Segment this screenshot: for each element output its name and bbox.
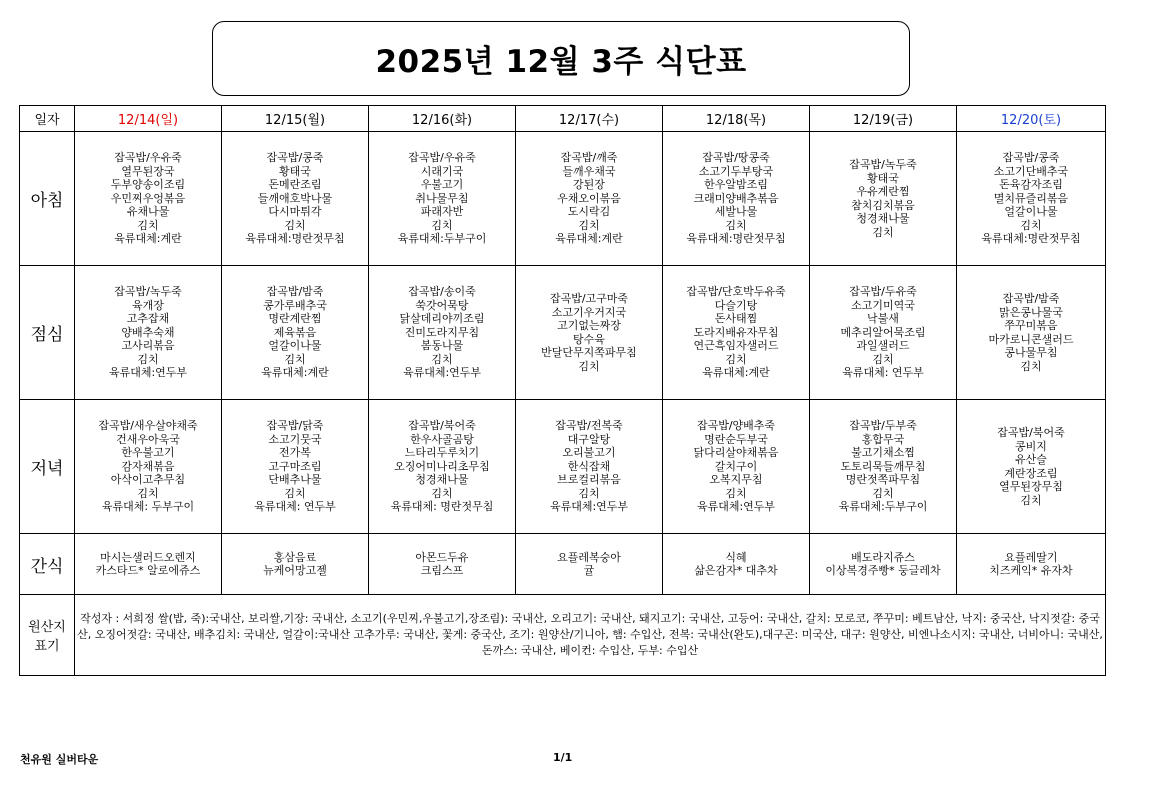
- menu-item: 홍삼음료: [273, 550, 317, 564]
- menu-item: 메추리알어묵조림: [840, 325, 926, 339]
- menu-item: 김치: [431, 352, 453, 366]
- menu-item: 잡곡밥/우유죽: [408, 151, 476, 165]
- menu-cell: [369, 132, 516, 266]
- title-box: [212, 21, 910, 96]
- date-header-2: 12/16(화): [369, 106, 516, 132]
- menu-item: 연근흑임자샐러드: [693, 339, 779, 353]
- menu-cell: [222, 400, 369, 534]
- menu-item: 김치: [137, 486, 159, 500]
- menu-item: 김치: [137, 218, 159, 232]
- menu-item: 치즈케익* 유자차: [989, 564, 1073, 577]
- date-header-4: 12/18(목): [663, 106, 810, 132]
- menu-item: 크래미양배추볶음: [693, 191, 779, 205]
- menu-item: 김치: [725, 486, 747, 500]
- menu-item: 김치: [431, 486, 453, 500]
- menu-item: 열무된장국: [121, 164, 175, 178]
- date-header-0: 12/14(일): [75, 106, 222, 132]
- menu-cell: [810, 534, 957, 595]
- menu-item: 다슬기탕: [714, 298, 758, 312]
- menu-item: 육류대체:연두부: [108, 366, 188, 380]
- menu-item: 청경채나물: [856, 212, 910, 225]
- menu-item: 잡곡밥/전복죽: [555, 419, 623, 433]
- page-title: 2025년 12월 3주 식단표: [375, 44, 747, 80]
- menu-item: 한식잡채: [567, 459, 611, 473]
- lunch-label: 점심: [20, 266, 75, 400]
- menu-item: 배도라지쥬스: [851, 550, 915, 564]
- menu-item: 잡곡밥/북어죽: [408, 419, 476, 433]
- menu-item: 강된장: [573, 178, 605, 192]
- menu-cell: [75, 400, 222, 534]
- menu-cell: [369, 266, 516, 400]
- menu-item: 맑은콩나물국: [999, 305, 1063, 319]
- menu-item: 탕수육: [573, 332, 605, 346]
- menu-item: 김치: [1020, 359, 1042, 373]
- menu-cell: [516, 534, 663, 595]
- menu-item: 도시락김: [567, 205, 611, 219]
- origin-row: [20, 595, 1106, 676]
- menu-item: 잡곡밥/녹두죽: [114, 285, 182, 299]
- menu-item: 돈메란조림: [268, 178, 322, 192]
- menu-item: 잡곡밥/새우살야채죽: [98, 419, 198, 433]
- menu-item: 육류대체:계란: [261, 366, 329, 380]
- menu-item: 명란계란찜: [268, 312, 322, 326]
- meal-plan-table: [19, 105, 1106, 676]
- menu-item: 참치김치볶음: [851, 198, 915, 212]
- date-header-3: 12/17(수): [516, 106, 663, 132]
- menu-item: 오징어미나리초무침: [394, 459, 490, 473]
- menu-item: 콩가루배추국: [263, 298, 327, 312]
- menu-item: 김치: [578, 218, 600, 232]
- menu-item: 김치: [284, 352, 306, 366]
- origin-text: 작성자 : 서희정 쌀(밥, 죽):국내산, 보리쌀,기장: 국내산, 소고기(우민찌,우불고기,장조림): 국내산, 오리고기: 국내산, 돼지고기: 국내산, 고등어: 국내산, 갈치: 모로코, 쭈꾸미: 베트남산, 낙지: 중국산, 낙지젓갈: 중국산, 오징어젓갈: 국내산, 배추김치: 국내산, 얼갈이:국내산 고추가루: 국내산, 꽃게: 중국산, 조기: 원양산/기니아, 햄: 수입산, 전복: 국내산(완도),대구곤: 미국산, 대구: 원양산, 비엔나소시지: 국내산, 너비아니: 국내산, 돈까스: 국내산, 베이컨: 수입산, 두부: 수입산: [75, 595, 1106, 676]
- menu-item: 도라지배유자무침: [693, 325, 779, 339]
- menu-item: 소고기미역국: [851, 298, 915, 312]
- menu-item: 취나물무침: [415, 191, 469, 205]
- menu-item: 육개장: [132, 298, 164, 312]
- menu-item: 브로컬리볶음: [557, 473, 621, 487]
- menu-item: 육류대체: 연두부: [254, 500, 336, 514]
- menu-item: 카스타드* 알로에쥬스: [95, 564, 201, 577]
- menu-cell: [75, 266, 222, 400]
- menu-item: 시래기국: [420, 164, 464, 178]
- menu-cell: [663, 400, 810, 534]
- menu-item: 명란순두부국: [704, 432, 768, 446]
- menu-item: 반달단무지쪽파무침: [541, 346, 637, 359]
- menu-item: 육류대체:두부구이: [838, 500, 928, 514]
- menu-item: 유산슬: [1015, 453, 1047, 466]
- menu-item: 감자채볶음: [121, 459, 175, 473]
- menu-item: 마카로니콘샐러드: [988, 332, 1074, 346]
- menu-item: 다시마튀각: [268, 205, 322, 219]
- menu-item: 잡곡밥/밤죽: [266, 285, 324, 299]
- menu-item: 육류대체:계란: [555, 232, 623, 246]
- menu-item: 우채오이볶음: [557, 191, 621, 205]
- menu-item: 육류대체:명란젓무침: [245, 232, 345, 246]
- date-header-6: 12/20(토): [957, 106, 1106, 132]
- menu-cell: [222, 534, 369, 595]
- menu-cell: [810, 266, 957, 400]
- menu-item: 잡곡밥/닭죽: [266, 419, 324, 433]
- menu-item: 잡곡밥/녹두죽: [849, 158, 917, 171]
- menu-item: 육류대체:명란젓무침: [981, 232, 1081, 246]
- menu-item: 파래자반: [420, 205, 464, 219]
- menu-item: 이상복경주빵* 둥글레차: [825, 564, 941, 577]
- menu-item: 김치: [872, 352, 894, 366]
- menu-item: 잡곡밥/깨죽: [560, 151, 618, 165]
- menu-cell: [663, 534, 810, 595]
- menu-item: 육류대체:계란: [114, 232, 182, 246]
- menu-item: 우불고기: [420, 178, 464, 192]
- menu-item: 콩나물무침: [1004, 346, 1058, 359]
- menu-item: 육류대체: 두부구이: [101, 500, 195, 514]
- menu-cell: [516, 266, 663, 400]
- menu-item: 잡곡밥/송이죽: [408, 285, 476, 299]
- menu-item: 얼갈이나물: [1004, 205, 1058, 219]
- menu-item: 김치: [431, 218, 453, 232]
- menu-item: 소고기우거지국: [551, 305, 627, 319]
- menu-item: 식혜: [725, 550, 747, 564]
- menu-item: 소고기두부탕국: [698, 164, 774, 178]
- menu-item: 고구마조림: [268, 459, 322, 473]
- menu-cell: [663, 132, 810, 266]
- origin-label: 원산지 표기: [20, 595, 75, 676]
- menu-item: 김치: [137, 352, 159, 366]
- date-header-1: 12/15(월): [222, 106, 369, 132]
- menu-item: 오복지무침: [709, 473, 763, 487]
- menu-cell: [516, 132, 663, 266]
- menu-item: 콩비지: [1015, 439, 1047, 453]
- menu-cell: [222, 132, 369, 266]
- menu-item: 잡곡밥/두부죽: [849, 419, 917, 433]
- menu-item: 육류대체:두부구이: [397, 232, 487, 246]
- menu-cell: [957, 534, 1106, 595]
- menu-item: 멸치뮤즐리볶음: [993, 191, 1069, 205]
- menu-cell: [516, 400, 663, 534]
- menu-item: 명란젓쪽파무침: [845, 473, 921, 487]
- menu-item: 진미도라지무침: [404, 325, 480, 339]
- corner-label: 일자: [20, 106, 75, 132]
- menu-item: 불고기채소찜: [851, 446, 915, 460]
- menu-item: 황태국: [279, 164, 311, 178]
- menu-item: 소고기뭇국: [268, 432, 322, 446]
- menu-item: 김치: [872, 486, 894, 500]
- menu-item: 유채나물: [126, 205, 170, 219]
- date-header-5: 12/19(금): [810, 106, 957, 132]
- menu-item: 우유계란찜: [856, 185, 910, 198]
- menu-item: 닭살데리야끼조림: [399, 312, 485, 326]
- breakfast-label: 아침: [20, 132, 75, 266]
- menu-item: 고추잡채: [126, 312, 170, 326]
- menu-item: 육류대체:계란: [702, 366, 770, 380]
- menu-item: 세발나물: [714, 205, 758, 219]
- menu-cell: [663, 266, 810, 400]
- menu-item: 황태국: [867, 171, 899, 185]
- dinner-row: [20, 400, 1106, 534]
- menu-item: 뉴케어망고젤: [263, 564, 327, 577]
- menu-item: 들깨애호박나물: [257, 191, 333, 205]
- menu-cell: [810, 132, 957, 266]
- menu-item: 한우알밤조림: [704, 178, 768, 192]
- menu-item: 육류대체: 명란젓무침: [390, 500, 494, 514]
- menu-cell: [369, 534, 516, 595]
- menu-item: 요플레복숭아: [557, 550, 621, 564]
- menu-cell: [75, 132, 222, 266]
- menu-item: 전가복: [279, 446, 311, 460]
- menu-item: 양배추숙채: [121, 325, 175, 339]
- menu-item: 잡곡밥/콩죽: [266, 151, 324, 165]
- menu-item: 김치: [284, 486, 306, 500]
- menu-item: 육류대체:연두부: [402, 366, 482, 380]
- menu-item: 한우불고기: [121, 446, 175, 460]
- menu-item: 도토리묵들깨무침: [840, 459, 926, 473]
- menu-item: 얼갈이나물: [268, 339, 322, 353]
- menu-item: 육류대체: 연두부: [842, 366, 924, 380]
- menu-item: 단배추나물: [268, 473, 322, 487]
- menu-item: 한우사골곰탕: [410, 432, 474, 446]
- menu-item: 김치: [725, 218, 747, 232]
- menu-item: 닭다리살야채볶음: [693, 446, 779, 460]
- snack-row: [20, 534, 1106, 595]
- menu-item: 잡곡밥/양배추죽: [696, 419, 776, 433]
- menu-item: 크림스프: [420, 564, 464, 577]
- menu-item: 낙불새: [867, 312, 899, 326]
- menu-item: 잡곡밥/우유죽: [114, 151, 182, 165]
- menu-cell: [957, 266, 1106, 400]
- menu-item: 요플레딸기: [1004, 550, 1058, 564]
- menu-cell: [810, 400, 957, 534]
- menu-cell: [957, 400, 1106, 534]
- menu-item: 두부양송이조림: [110, 178, 186, 192]
- menu-item: 고사리볶음: [121, 339, 175, 353]
- menu-item: 제육볶음: [273, 325, 317, 339]
- menu-item: 과일샐러드: [856, 339, 910, 353]
- menu-item: 돈육감자조림: [999, 178, 1063, 192]
- menu-item: 잡곡밥/고구마죽: [549, 292, 629, 305]
- menu-item: 김치: [284, 218, 306, 232]
- menu-item: 육류대체:연두부: [696, 500, 776, 514]
- menu-item: 고기없는짜장: [557, 319, 621, 332]
- menu-item: 우민찌우엉볶음: [110, 191, 186, 205]
- menu-item: 잡곡밥/콩죽: [1002, 151, 1060, 165]
- menu-item: 귤: [583, 564, 595, 577]
- menu-cell: [222, 266, 369, 400]
- menu-item: 청경채나물: [415, 473, 469, 487]
- date-header-row: [20, 106, 1106, 132]
- menu-item: 오리불고기: [562, 446, 616, 460]
- menu-item: 소고기단배추국: [993, 164, 1069, 178]
- menu-item: 건새우아욱국: [116, 432, 180, 446]
- menu-item: 육류대체:연두부: [549, 500, 629, 514]
- menu-item: 갈치구이: [714, 459, 758, 473]
- menu-item: 삶은감자* 대추차: [694, 564, 778, 577]
- menu-item: 아몬드두유: [415, 550, 469, 564]
- menu-item: 김치: [578, 359, 600, 373]
- menu-item: 마시는샐러드오렌지: [100, 550, 196, 564]
- menu-item: 느타리두루치기: [404, 446, 480, 460]
- page-number: 1/1: [553, 751, 573, 764]
- menu-item: 봄동나물: [420, 339, 464, 353]
- menu-cell: [957, 132, 1106, 266]
- organization-name: 천유원 실버타운: [20, 753, 99, 766]
- menu-item: 육류대체:명란젓무침: [686, 232, 786, 246]
- menu-item: 돈사태찜: [714, 312, 758, 326]
- dinner-label: 저녁: [20, 400, 75, 534]
- menu-cell: [75, 534, 222, 595]
- menu-item: 김치: [1020, 493, 1042, 507]
- menu-item: 잡곡밥/땅콩죽: [702, 151, 770, 165]
- menu-item: 대구알탕: [567, 432, 611, 446]
- menu-item: 김치: [578, 486, 600, 500]
- menu-item: 잡곡밥/두유죽: [849, 285, 917, 299]
- snack-label: 간식: [20, 534, 75, 595]
- menu-item: 김치: [1020, 218, 1042, 232]
- menu-item: 잡곡밥/단호박두유죽: [686, 285, 786, 299]
- menu-item: 열무된장무침: [999, 480, 1063, 493]
- menu-item: 쑥갓어묵탕: [415, 298, 469, 312]
- menu-item: 계란장조림: [1004, 466, 1058, 480]
- breakfast-row: [20, 132, 1106, 266]
- menu-item: 쭈꾸미볶음: [1004, 319, 1058, 332]
- menu-item: 홍합무국: [861, 432, 905, 446]
- menu-item: 잡곡밥/북어죽: [997, 426, 1065, 439]
- menu-item: 잡곡밥/밤죽: [1002, 292, 1060, 305]
- menu-item: 김치: [725, 352, 747, 366]
- menu-item: 아삭이고추무침: [110, 473, 186, 487]
- menu-item: 들깨우채국: [562, 164, 616, 178]
- menu-cell: [369, 400, 516, 534]
- menu-item: 김치: [872, 225, 894, 239]
- lunch-row: [20, 266, 1106, 400]
